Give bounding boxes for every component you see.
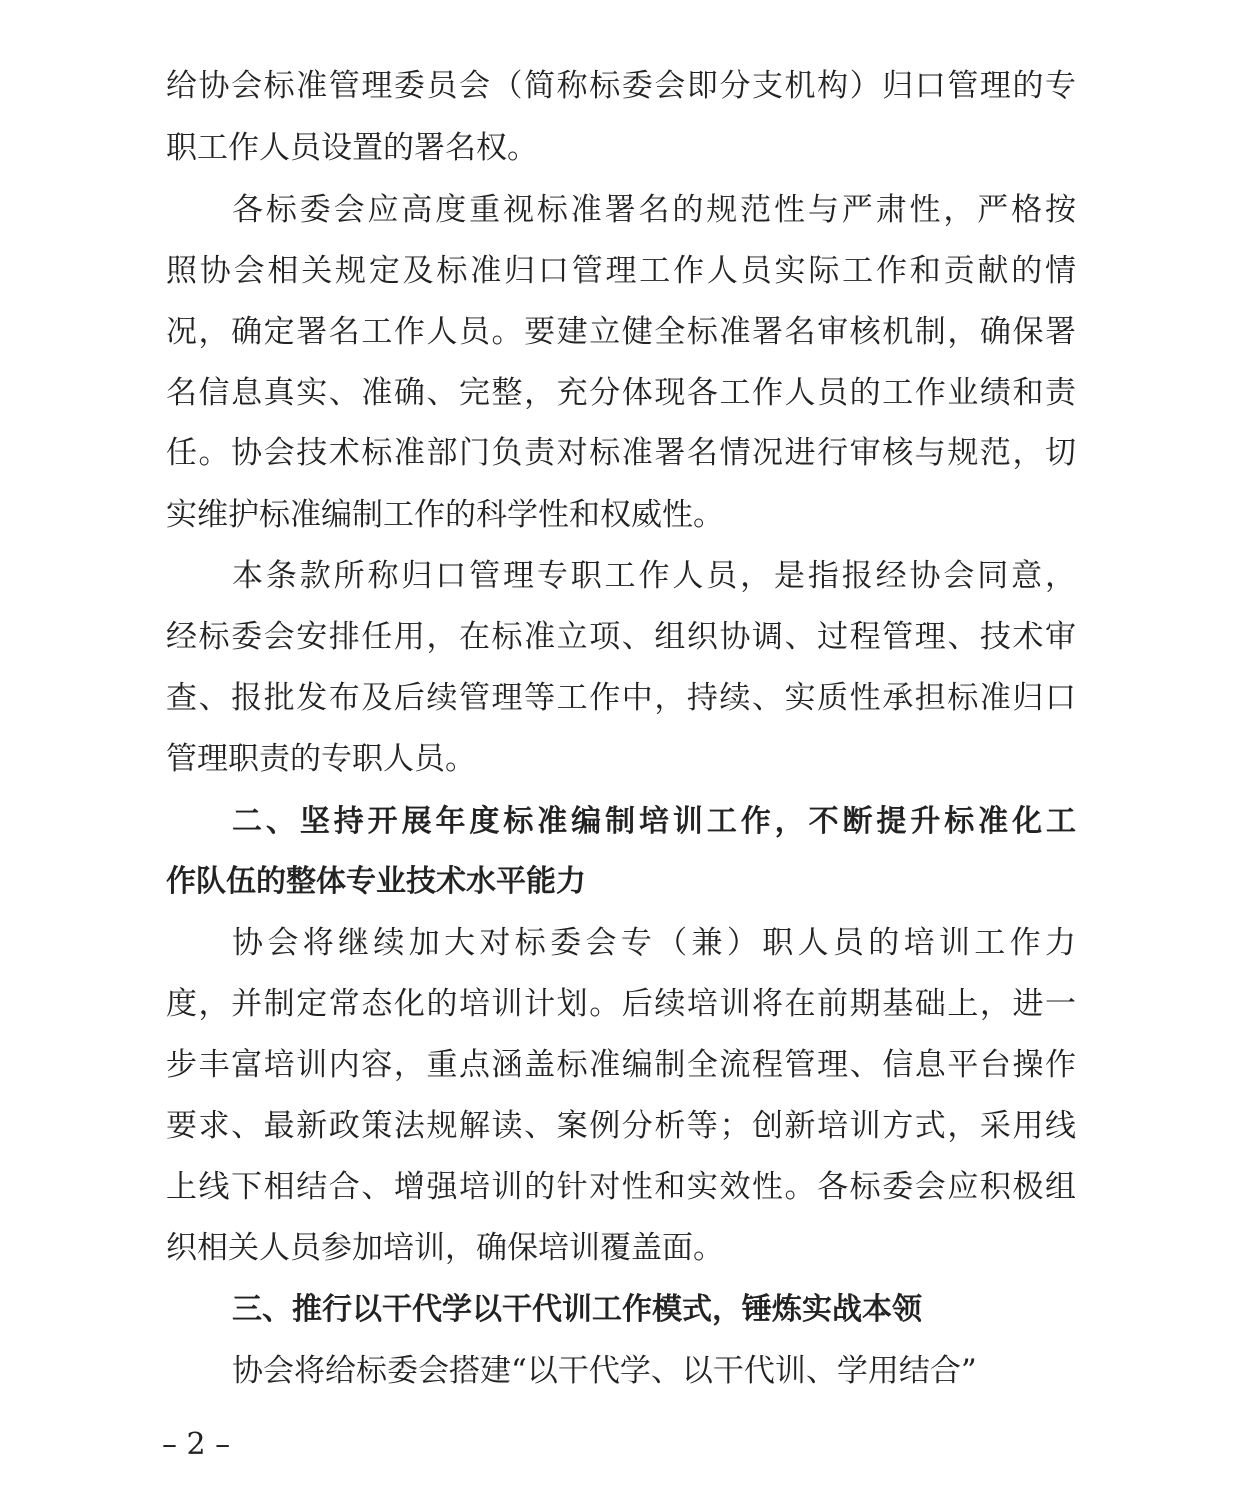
paragraph-2-line-5: 任。协会技术标准部门负责对标准署名情况进行审核与规范，切	[166, 435, 1076, 471]
paragraph-4-line-1: 协会将继续加大对标委会专（兼）职人员的培训工作力	[232, 925, 1076, 961]
paragraph-3-line-4: 管理职责的专职人员。	[166, 741, 476, 777]
paragraph-3-line-2: 经标委会安排任用，在标准立项、组织协调、过程管理、技术审	[166, 619, 1076, 655]
paragraph-2-line-2: 照协会相关规定及标准归口管理工作人员实际工作和贡献的情	[166, 253, 1076, 289]
paragraph-2-line-3: 况，确定署名工作人员。要建立健全标准署名审核机制，确保署	[166, 314, 1076, 350]
section-3-heading: 三、推行以干代学以干代训工作模式，锤炼实战本领	[232, 1292, 922, 1327]
paragraph-2-line-1: 各标委会应高度重视标准署名的规范性与严肃性，严格按	[232, 192, 1076, 228]
paragraph-1-line-1: 给协会标准管理委员会（简称标委会即分支机构）归口管理的专	[166, 68, 1076, 104]
paragraph-4-line-5: 上线下相结合、增强培训的针对性和实效性。各标委会应积极组	[166, 1169, 1076, 1205]
paragraph-1-line-2: 职工作人员设置的署名权。	[166, 130, 538, 166]
paragraph-4-line-3: 步丰富培训内容，重点涵盖标准编制全流程管理、信息平台操作	[166, 1047, 1076, 1083]
paragraph-2-line-6: 实维护标准编制工作的科学性和权威性。	[166, 497, 724, 533]
paragraph-4-line-2: 度，并制定常态化的培训计划。后续培训将在前期基础上，进一	[166, 986, 1076, 1022]
paragraph-2-line-4: 名信息真实、准确、完整，充分体现各工作人员的工作业绩和责	[166, 375, 1076, 411]
paragraph-5-line-1: 协会将给标委会搭建“以干代学、以干代训、学用结合”	[232, 1353, 977, 1389]
paragraph-4-line-4: 要求、最新政策法规解读、案例分析等；创新培训方式，采用线	[166, 1108, 1076, 1144]
paragraph-3-line-3: 查、报批发布及后续管理等工作中，持续、实质性承担标准归口	[166, 680, 1076, 716]
paragraph-3-line-1: 本条款所称归口管理专职工作人员，是指报经协会同意，	[232, 558, 1076, 594]
section-2-heading-line-1: 二、坚持开展年度标准编制培训工作，不断提升标准化工	[232, 804, 1076, 839]
section-2-heading-line-2: 作队伍的整体专业技术水平能力	[166, 864, 586, 899]
page-number: – 2 –	[162, 1427, 231, 1462]
paragraph-4-line-6: 织相关人员参加培训，确保培训覆盖面。	[166, 1230, 724, 1266]
